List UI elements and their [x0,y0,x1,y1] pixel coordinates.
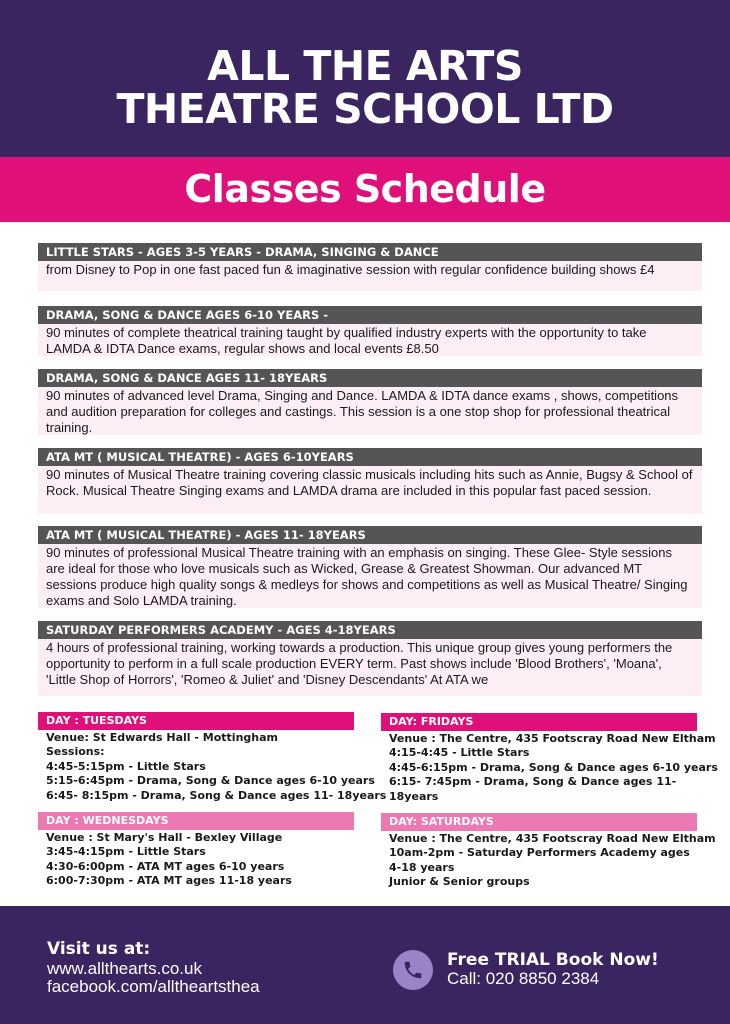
sessions-label: Sessions: [46,745,105,759]
footer [0,906,730,1024]
schedule-title: Classes Schedule [184,167,546,211]
venue-line: Venue : St Mary's Hall - Bexley Village [46,831,283,844]
day-block-wednesday [38,812,354,889]
day-heading: DAY : WEDNESDAYS [38,812,354,830]
day-details [381,831,716,890]
header-banner [0,0,730,157]
schedule-banner [0,157,730,222]
day-details [381,731,718,804]
session-line: 4-18 years [389,860,455,874]
day-details [38,830,354,889]
class-heading: DRAMA, SONG & DANCE AGES 11- 18YEARS [38,369,702,387]
session-line: 4:45-6:15pm - Drama, Song & Dance ages 6-10 years [389,760,718,774]
venue-line: Venue : The Centre, 435 Footscray Road New Eltham [389,732,716,745]
phone-icon [393,950,433,990]
session-line: 4:45-5:15pm - Little Stars [46,759,206,773]
class-block-drama-11-18 [38,369,702,435]
day-block-friday [381,713,718,804]
class-description: 90 minutes of complete theatrical training taught by qualified industry experts with the opportunity to take LAMDA & IDTA Dance exams, regular shows and local events £8.50 [46,325,647,356]
day-heading: DAY: SATURDAYS [381,813,697,831]
class-block-drama-6-10 [38,306,702,356]
day-block-tuesday [38,712,387,803]
session-line: 6:00-7:30pm - ATA MT ages 11-18 years [46,874,292,888]
website-link[interactable]: www.allthearts.co.uk [47,959,202,978]
session-line: 6:15- 7:45pm - Drama, Song & Dance ages 11- [389,775,677,789]
class-description: from Disney to Pop in one fast paced fun & imaginative session with regular confidence building shows £4 [46,262,655,277]
day-block-saturday [381,813,716,890]
class-heading: DRAMA, SONG & DANCE AGES 6-10 YEARS - [38,306,702,324]
visit-label: Visit us at: [47,939,151,959]
session-line: 4:15-4:45 - Little Stars [389,746,530,760]
class-block-saturday-academy [38,621,702,696]
class-block-mt-6-10 [38,448,702,514]
session-line: 4:30-6:00pm - ATA MT ages 6-10 years [46,859,285,873]
session-line: 10am-2pm - Saturday Performers Academy ages [389,846,690,860]
class-heading: ATA MT ( MUSICAL THEATRE) - AGES 6-10YEARS [38,448,702,466]
school-title-line-1: ALL THE ARTS [207,42,523,90]
venue-line: Venue : The Centre, 435 Footscray Road New Eltham [389,832,716,845]
class-heading: SATURDAY PERFORMERS ACADEMY - AGES 4-18YEARS [38,621,702,639]
session-line: Junior & Senior groups [389,875,530,889]
class-heading: LITTLE STARS - AGES 3-5 YEARS - DRAMA, SINGING & DANCE [38,243,702,261]
day-details [38,730,387,803]
call-phone-number[interactable]: Call: 020 8850 2384 [447,969,600,988]
class-heading: ATA MT ( MUSICAL THEATRE) - AGES 11- 18YEARS [38,526,702,544]
session-line: 6:45- 8:15pm - Drama, Song & Dance ages 11- 18years [46,788,387,802]
class-description: 4 hours of professional training, working towards a production. This unique group gives young performers the opportunity to perform in a full scale production EVERY term. Past shows include 'Blood Brothers', 'Moana', 'Little Shop of Horrors', 'Romeo & Juliet' and 'Disney Descendants' At ATA we [46,640,673,687]
class-block-mt-11-18 [38,526,702,608]
class-block-little-stars [38,243,702,291]
session-line: 5:15-6:45pm - Drama, Song & Dance ages 6-10 years [46,774,375,788]
school-title-line-2: THEATRE SCHOOL LTD [116,85,614,133]
class-description: 90 minutes of advanced level Drama, Singing and Dance. LAMDA & IDTA dance exams , shows, competitions and audition preparation for colleges and castings. This session is a one stop shop for professional theatrical training. [46,388,679,435]
free-trial-cta: Free TRIAL Book Now! [447,950,659,970]
class-description: 90 minutes of professional Musical Theatre training with an emphasis on singing. These Glee- Style sessions are ideal for those who love musicals such as Wicked, Grease & Greatest Showman. Our advanced MT sessions produce high quality songs & medleys for shows and competitions as well as Musical Theatre/ Singing exams and Solo LAMDA training. [46,545,688,608]
day-heading: DAY: FRIDAYS [381,713,697,731]
session-line: 18years [389,789,439,803]
day-heading: DAY : TUESDAYS [38,712,354,730]
venue-line: Venue: St Edwards Hall - Mottingham [46,731,278,744]
class-description: 90 minutes of Musical Theatre training covering classic musicals including hits such as Annie, Bugsy & School of Rock. Musical Theatre Singing exams and LAMDA drama are included in this popular fast paced session. [46,467,693,498]
session-line: 3:45-4:15pm - Little Stars [46,845,206,859]
facebook-link[interactable]: facebook.com/alltheartsthea [47,977,260,996]
